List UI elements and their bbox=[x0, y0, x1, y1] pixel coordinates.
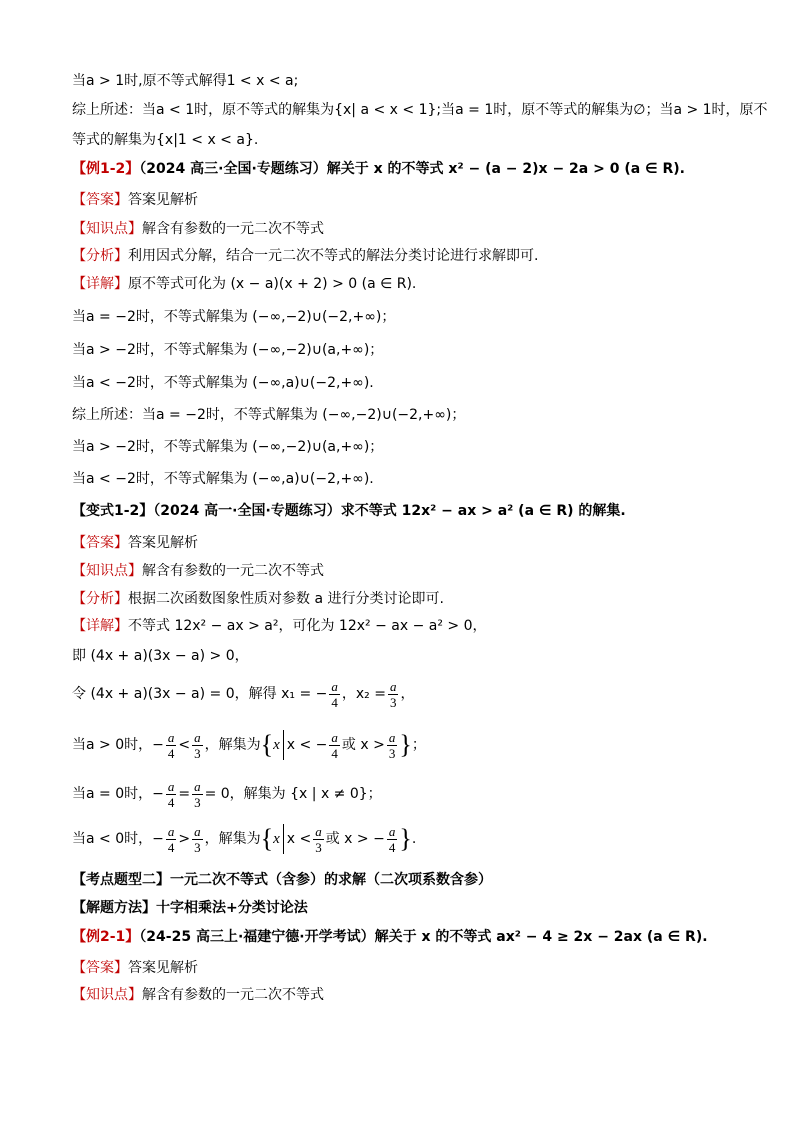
fraction: $\frac{a}{4}$ bbox=[331, 678, 338, 710]
text-line: 等式的解集为{x|1 < x < a}. bbox=[72, 132, 259, 148]
fraction: $\frac{a}{3}$ bbox=[315, 823, 322, 855]
text-line: 当a < −2时，不等式解集为 (−∞,a)∪(−2,+∞). bbox=[72, 375, 374, 391]
answer-line: 【答案】答案见解析 bbox=[72, 960, 198, 976]
fraction: $\frac{a}{3}$ bbox=[194, 729, 201, 761]
knowledge-line: 【知识点】解含有参数的一元二次不等式 bbox=[72, 221, 324, 237]
text-line: 当a = −2时，不等式解集为 (−∞,−2)∪(−2,+∞)； bbox=[72, 309, 396, 325]
detail-line: 【详解】不等式 12x² − ax > a²，可化为 12x² − ax − a² > 0， bbox=[72, 618, 487, 634]
method-line: 【解题方法】十字相乘法+分类讨论法 bbox=[72, 900, 308, 916]
fraction: $\frac{a}{3}$ bbox=[388, 729, 396, 761]
detail-line: 【详解】原不等式可化为 (x − a)(x + 2) > 0 (a ∈ R). bbox=[72, 276, 417, 292]
fraction: $\frac{a}{3}$ bbox=[194, 823, 201, 855]
text-line: 当a = 0时，− $\frac{a}{4}$ = $\frac{a}{3}$ = 0，解集为 {x | x ≠ 0}； bbox=[72, 778, 382, 810]
variant-heading: 【变式1-2】（2024 高一·全国·专题练习）求不等式 12x² − ax > a² (a ∈ R) 的解集. bbox=[72, 503, 626, 519]
answer-line: 【答案】答案见解析 bbox=[72, 192, 198, 208]
text-line: 综上所述：当a = −2时，不等式解集为 (−∞,−2)∪(−2,+∞)； bbox=[72, 407, 466, 423]
text-line: 令 (4x + a)(3x − a) = 0，解得 x₁ = − $\frac{a}{4}$ ，x₂ = $\frac{a}{3}$ ， bbox=[72, 678, 415, 710]
text-line: 综上所述：当a < 1时，原不等式的解集为{x| a < x < 1};当a = 1时，原不等式的解集为∅；当a > 1时，原不 bbox=[72, 102, 768, 118]
text-line: 当a < 0时，− $\frac{a}{4}$ > $\frac{a}{3}$ ，解集为{x x < $\frac{a}{3}$ 或 x > − $\frac{a}{4}$ }. bbox=[72, 823, 417, 855]
knowledge-line: 【知识点】解含有参数的一元二次不等式 bbox=[72, 987, 324, 1003]
text-line: 当a < −2时，不等式解集为 (−∞,a)∪(−2,+∞). bbox=[72, 471, 374, 487]
fraction: $\frac{a}{4}$ bbox=[331, 729, 338, 761]
analysis-line: 【分析】利用因式分解，结合一元二次不等式的解法分类讨论进行求解即可. bbox=[72, 248, 539, 264]
text-line: 当a > −2时，不等式解集为 (−∞,−2)∪(a,+∞)； bbox=[72, 342, 384, 358]
example-heading: 【例2-1】（24-25 高三上·福建宁德·开学考试）解关于 x 的不等式 ax² − 4 ≥ 2x − 2ax (a ∈ R). bbox=[72, 929, 708, 945]
fraction: $\frac{a}{4}$ bbox=[167, 823, 175, 855]
fraction: $\frac{a}{4}$ bbox=[388, 823, 396, 855]
fraction: $\frac{a}{4}$ bbox=[167, 729, 175, 761]
fraction: $\frac{a}{3}$ bbox=[389, 678, 397, 710]
fraction: $\frac{a}{4}$ bbox=[167, 778, 175, 810]
text-line: 即 (4x + a)(3x − a) > 0， bbox=[72, 648, 249, 664]
knowledge-line: 【知识点】解含有参数的一元二次不等式 bbox=[72, 563, 324, 579]
text-line: 当a > −2时，不等式解集为 (−∞,−2)∪(a,+∞)； bbox=[72, 439, 384, 455]
example-heading: 【例1-2】（2024 高三·全国·专题练习）解关于 x 的不等式 x² − (a − 2)x − 2a > 0 (a ∈ R). bbox=[72, 161, 685, 177]
text-line: 当a > 0时，− $\frac{a}{4}$ < $\frac{a}{3}$ ，解集为{x x < − $\frac{a}{4}$ 或 x > $\frac{a}{3}$ }； bbox=[72, 729, 426, 761]
analysis-line: 【分析】根据二次函数图象性质对参数 a 进行分类讨论即可. bbox=[72, 591, 444, 607]
fraction: $\frac{a}{3}$ bbox=[194, 778, 201, 810]
text-line: 当a > 1时,原不等式解得1 < x < a; bbox=[72, 73, 299, 89]
answer-line: 【答案】答案见解析 bbox=[72, 535, 198, 551]
section-title: 【考点题型二】一元二次不等式（含参）的求解（二次项系数含参） bbox=[72, 872, 492, 888]
